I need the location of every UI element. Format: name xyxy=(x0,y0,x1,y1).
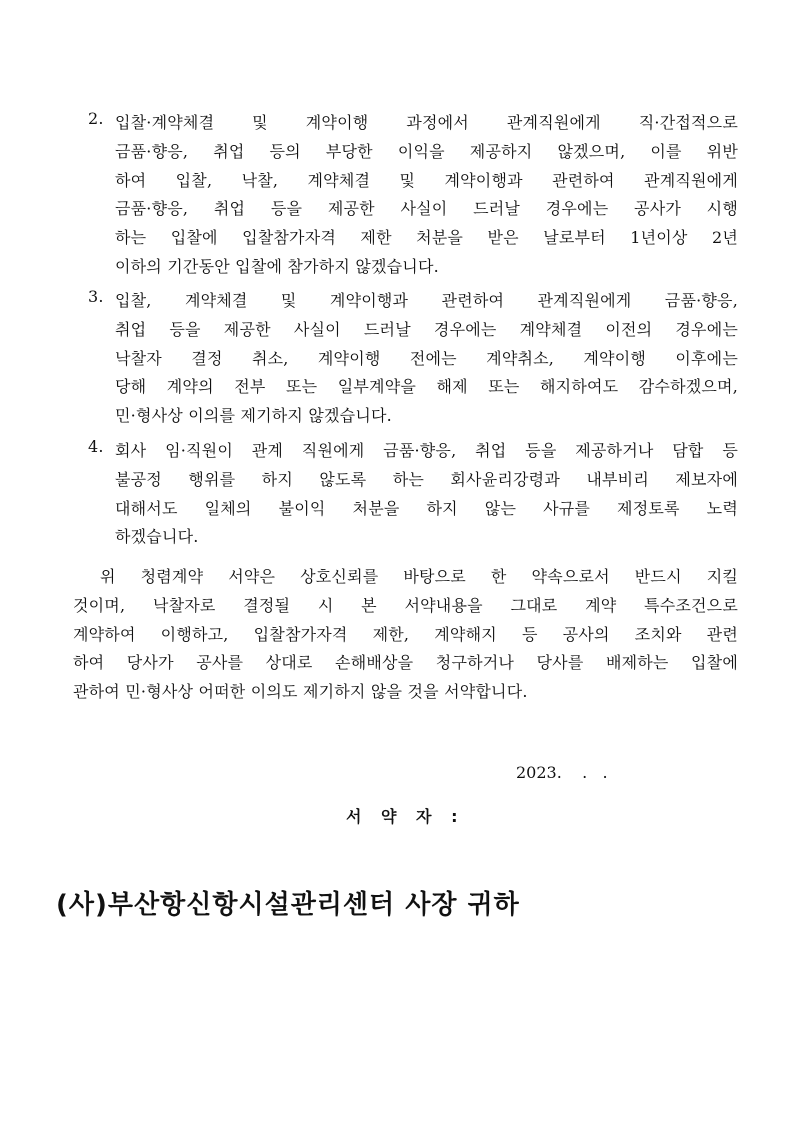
clause-line: 낙찰자 결정 취소, 계약이행 전에는 계약취소, 계약이행 이후에는 xyxy=(115,348,738,368)
clause-line: 하여 입찰, 낙찰, 계약체결 및 계약이행과 관련하여 관계직원에게 xyxy=(115,170,738,190)
clause-line: 금품·향응, 취업 등의 부당한 이익을 제공하지 않겠으며, 이를 위반 xyxy=(115,141,738,161)
pledge-paragraph xyxy=(73,563,738,707)
clause-line: 대해서도 일체의 불이익 처분을 하지 않는 사규를 제정토록 노력 xyxy=(115,498,738,518)
clause-line: 입찰, 계약체결 및 계약이행과 관련하여 관계직원에게 금품·향응, xyxy=(115,291,738,310)
clause-line: 회사 임·직원이 관계 직원에게 금품·향응, 취업 등을 제공하거나 담합 등 xyxy=(115,441,738,460)
clause-line: 이하의 기간동안 입찰에 참가하지 않겠습니다. xyxy=(115,256,439,276)
clause-text xyxy=(115,437,738,552)
signer-label: 서 약 자 : xyxy=(346,807,465,826)
clause-line: 하겠습니다. xyxy=(115,527,199,547)
clause-line: 민·형사상 이의를 제기하지 않겠습니다. xyxy=(115,406,392,426)
clause-line: 하는 입찰에 입찰참가자격 제한 처분을 받은 날로부터 1년이상 2년 xyxy=(115,228,738,248)
clause-line: 입찰·계약체결 및 계약이행 과정에서 관계직원에게 직·간접적으로 xyxy=(115,113,738,132)
paragraph-line: 하여 당사가 공사를 상대로 손해배상을 청구하거나 당사를 배제하는 입찰에 xyxy=(73,653,738,673)
clause-line: 금품·향응, 취업 등을 제공한 사실이 드러날 경우에는 공사가 시행 xyxy=(115,199,738,219)
paragraph-line: 것이며, 낙찰자로 결정될 시 본 서약내용을 그대로 계약 특수조건으로 xyxy=(73,595,738,615)
pledge-date: 2023. . . xyxy=(516,763,608,782)
clause-text xyxy=(115,287,738,431)
clause-number: 3. xyxy=(88,287,104,306)
paragraph-line: 관하여 민·형사상 어떠한 이의도 제기하지 않을 것을 서약합니다. xyxy=(73,682,528,702)
clause-line: 불공정 행위를 하지 않도록 하는 회사윤리강령과 내부비리 제보자에 xyxy=(115,469,738,489)
clause-number: 2. xyxy=(88,109,104,128)
addressee-line: (사)부산항신항시설관리센터 사장 귀하 xyxy=(56,890,520,920)
paragraph-line: 계약하여 이행하고, 입찰참가자격 제한, 계약해지 등 공사의 조치와 관련 xyxy=(73,624,738,644)
clause-number: 4. xyxy=(88,437,104,456)
clause-text xyxy=(115,109,738,282)
clause-line: 당해 계약의 전부 또는 일부계약을 해제 또는 해지하여도 감수하겠으며, xyxy=(115,377,738,397)
paragraph-line: 위 청렴계약 서약은 상호신뢰를 바탕으로 한 약속으로서 반드시 지킬 xyxy=(100,567,738,586)
clause-line: 취업 등을 제공한 사실이 드러날 경우에는 계약체결 이전의 경우에는 xyxy=(115,319,738,339)
